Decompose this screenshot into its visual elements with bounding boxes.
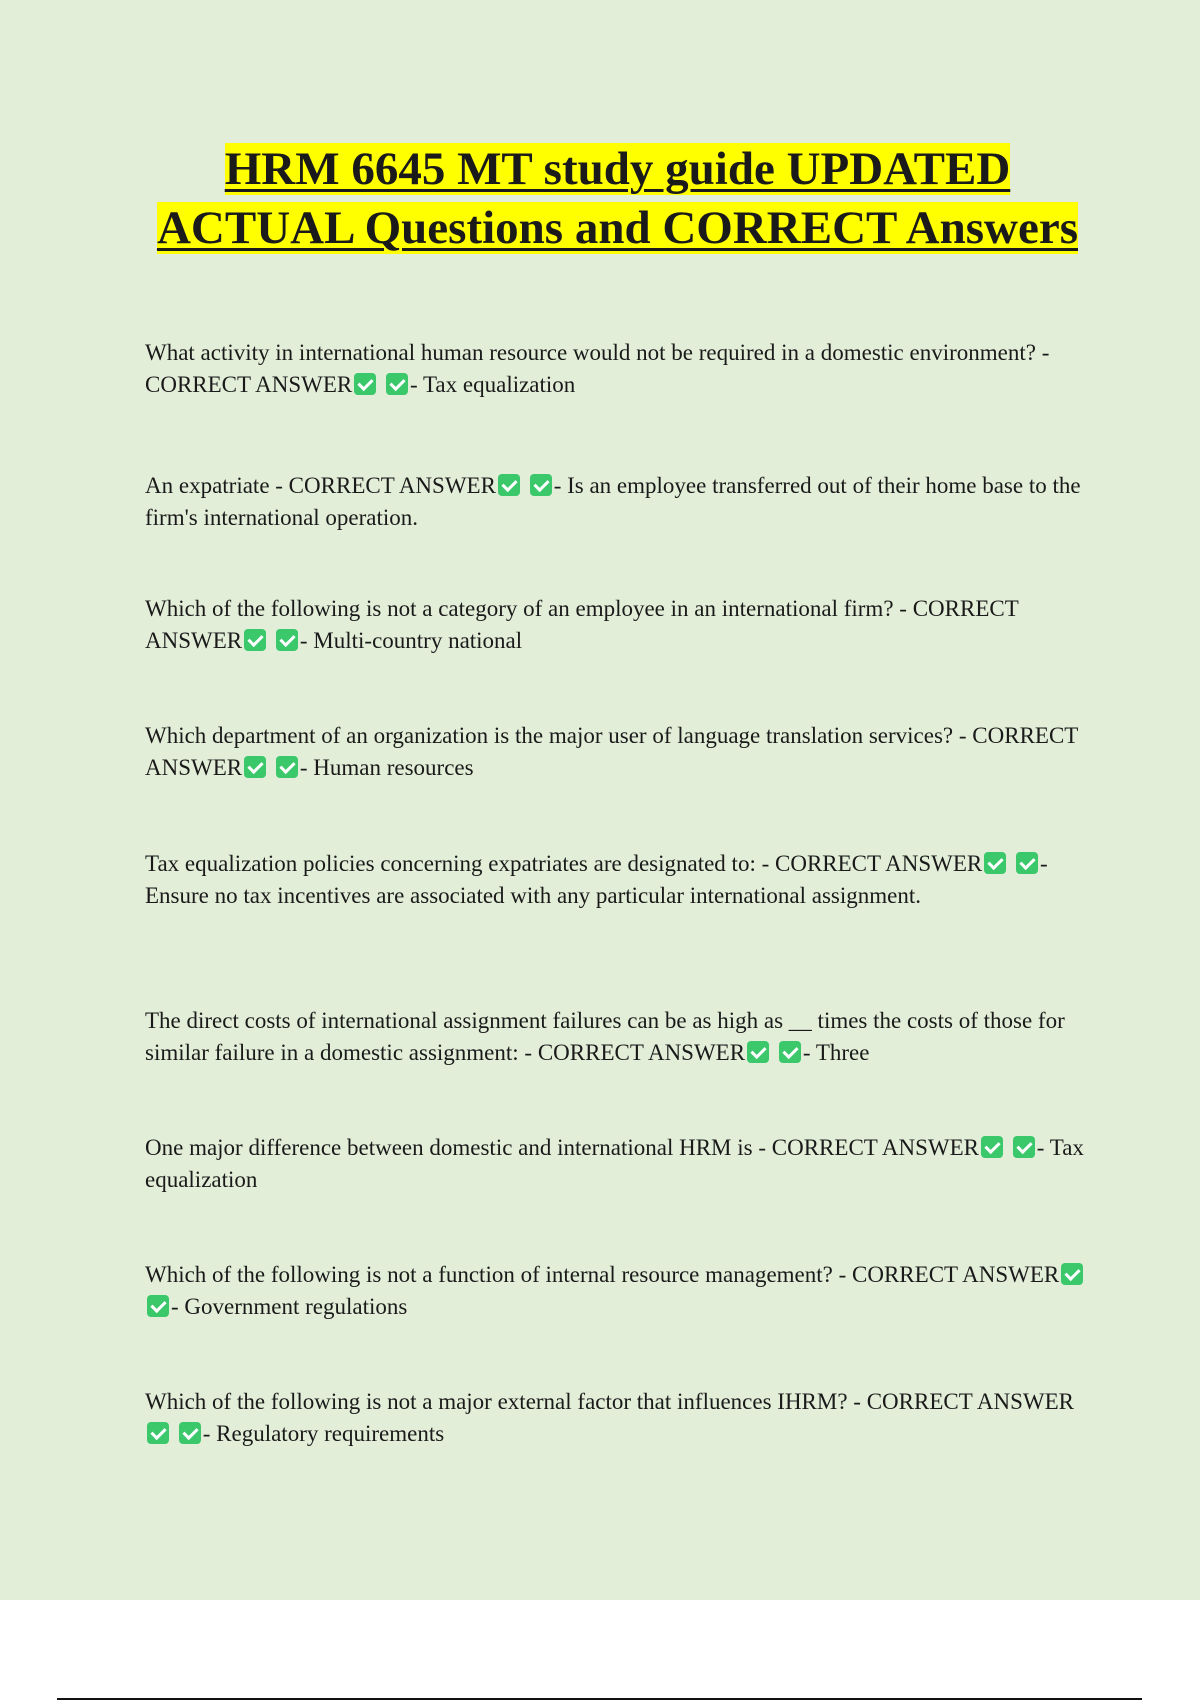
- answer-text: - Human resources: [299, 755, 474, 780]
- checkmark-box-icon: [147, 1422, 169, 1444]
- question-text: Which of the following is not a category of an employee in an international firm? - CORRECT ANSWER: [145, 596, 1019, 653]
- checkmark-box-icon: [747, 1041, 769, 1063]
- checkmark-box-icon: [276, 629, 298, 651]
- checkmark-box-icon: [354, 373, 376, 395]
- qa-item-5: [145, 848, 1090, 912]
- answer-text: - Tax equalization: [410, 372, 576, 397]
- checkmark-box-icon: [1016, 852, 1038, 874]
- checkmark-box-icon: [244, 756, 266, 778]
- qa-item-8: [145, 1259, 1090, 1323]
- checkmark-box-icon: [498, 474, 520, 496]
- checkmark-box-icon: [1061, 1263, 1083, 1285]
- checkmark-box-icon: [779, 1041, 801, 1063]
- qa-item-7: [145, 1132, 1090, 1196]
- qa-item-6: [145, 1005, 1090, 1069]
- checkmark-box-icon: [179, 1422, 201, 1444]
- title-text: HRM 6645 MT study guide UPDATED ACTUAL Questions and CORRECT Answers: [156, 143, 1079, 254]
- question-text: The direct costs of international assignment failures can be as high as __ times the costs of those for similar failure in a domestic assignment: - CORRECT ANSWER: [145, 1008, 1065, 1065]
- answer-text: - Tax equalization: [145, 1135, 1084, 1192]
- document-title: [150, 140, 1085, 258]
- qa-item-3: [145, 593, 1090, 657]
- answer-text: - Ensure no tax incentives are associated with any particular international assignment.: [145, 851, 1048, 908]
- qa-item-9: [145, 1386, 1090, 1450]
- question-text: Which of the following is not a function of internal resource management? - CORRECT ANSWER: [145, 1262, 1060, 1287]
- answer-text: - Is an employee transferred out of their home base to the firm's international operation.: [145, 473, 1081, 530]
- checkmark-box-icon: [147, 1295, 169, 1317]
- answer-text: - Regulatory requirements: [202, 1421, 445, 1446]
- question-text: Which department of an organization is the major user of language translation services? - CORRECT ANSWER: [145, 723, 1078, 780]
- question-text: One major difference between domestic and international HRM is - CORRECT ANSWER: [145, 1135, 980, 1160]
- question-text: What activity in international human resource would not be required in a domestic environment? - CORRECT ANSWER: [145, 340, 1050, 397]
- checkmark-box-icon: [981, 1136, 1003, 1158]
- qa-item-4: [145, 720, 1090, 784]
- qa-item-1: [145, 337, 1090, 401]
- checkmark-box-icon: [530, 474, 552, 496]
- checkmark-box-icon: [984, 852, 1006, 874]
- checkmark-box-icon: [276, 756, 298, 778]
- checkmark-box-icon: [386, 373, 408, 395]
- question-text: Which of the following is not a major external factor that influences IHRM? - CORRECT ANSWER: [145, 1389, 1074, 1414]
- checkmark-box-icon: [244, 629, 266, 651]
- question-text: An expatriate - CORRECT ANSWER: [145, 473, 496, 498]
- qa-item-2: [145, 470, 1090, 534]
- answer-text: - Three: [802, 1040, 870, 1065]
- answer-text: - Multi-country national: [299, 628, 523, 653]
- question-text: Tax equalization policies concerning expatriates are designated to: - CORRECT ANSWER: [145, 851, 983, 876]
- answer-text: - Government regulations: [171, 1294, 408, 1319]
- checkmark-box-icon: [1013, 1136, 1035, 1158]
